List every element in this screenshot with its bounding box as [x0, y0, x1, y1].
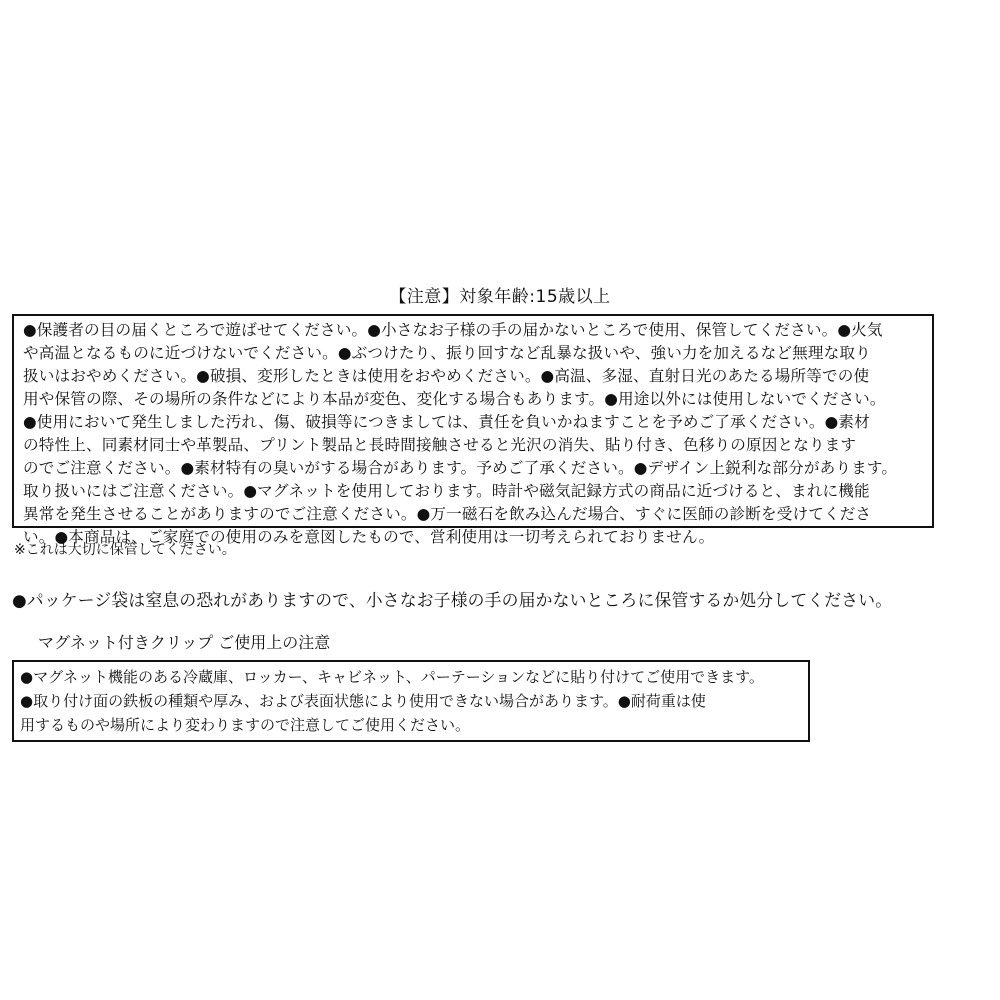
clip-caution-line: ●マグネット機能のある冷蔵庫、ロッカー、キャビネット、パーテーションなどに貼り付けてご使用できます。	[20, 668, 764, 686]
caution-line: 異常を発生させることがありますのでご注意ください。●万一磁石を飲み込んだ場合、すぐに医師の診断を受けてくださ	[23, 505, 872, 523]
caution-line: や高温となるものに近づけないでください。●ぶつけたり、振り回すなど乱暴な扱いや、強い力を加えるなど無理な取り	[23, 344, 871, 362]
caution-line: の特性上、同素材同士や革製品、プリント製品と長時間接触させると光沢の消失、貼り付き、色移りの原因となります	[23, 436, 857, 454]
package-warning: ●パッケージ袋は窒息の恐れがありますので、小さなお子様の手の届かないところに保管するか処分してください。	[12, 590, 893, 610]
caution-line: い。●本商品は、ご家庭での使用のみを意図したもので、営利使用は一切考えられておりません。	[23, 528, 715, 546]
clip-caution-box	[12, 660, 810, 742]
caution-line: 用や保管の際、その場所の条件などにより本品が変色、変化する場合もあります。●用途以外には使用しないでください。	[23, 390, 886, 408]
caution-line: 取り扱いにはご注意ください。●マグネットを使用しております。時計や磁気記録方式の商品に近づけると、まれに機能	[23, 482, 870, 500]
caution-line: ●使用において発生しました汚れ、傷、破損等につきましては、責任を負いかねますことを予めご了承ください。●素材	[23, 413, 870, 431]
clip-caution-line: ●取り付け面の鉄板の種類や厚み、および表面状態により使用できない場合があります。●耐荷重は使	[20, 692, 706, 710]
caution-line: のでご注意ください。●素材特有の臭いがする場合があります。予めご了承ください。●デザイン上鋭利な部分があります。	[23, 459, 898, 477]
caution-line: ●保護者の目の届くところで遊ばせてください。●小さなお子様の手の届かないところで使用、保管してください。●火気	[23, 321, 883, 339]
caution-box	[12, 314, 934, 546]
age-warning-heading: 【注意】対象年齢:15歳以上	[389, 287, 611, 307]
clip-caution-line: 用するものや場所により変わりますので注意してご使用ください。	[20, 716, 471, 734]
caution-line: 扱いはおやめください。●破損、変形したときは使用をおやめください。●高温、多湿、直射日光のあたる場所等での使	[23, 367, 870, 385]
keep-note: ※これは大切に保管してください。	[14, 542, 236, 558]
clip-section-title: マグネット付きクリップ ご使用上の注意	[38, 633, 331, 652]
